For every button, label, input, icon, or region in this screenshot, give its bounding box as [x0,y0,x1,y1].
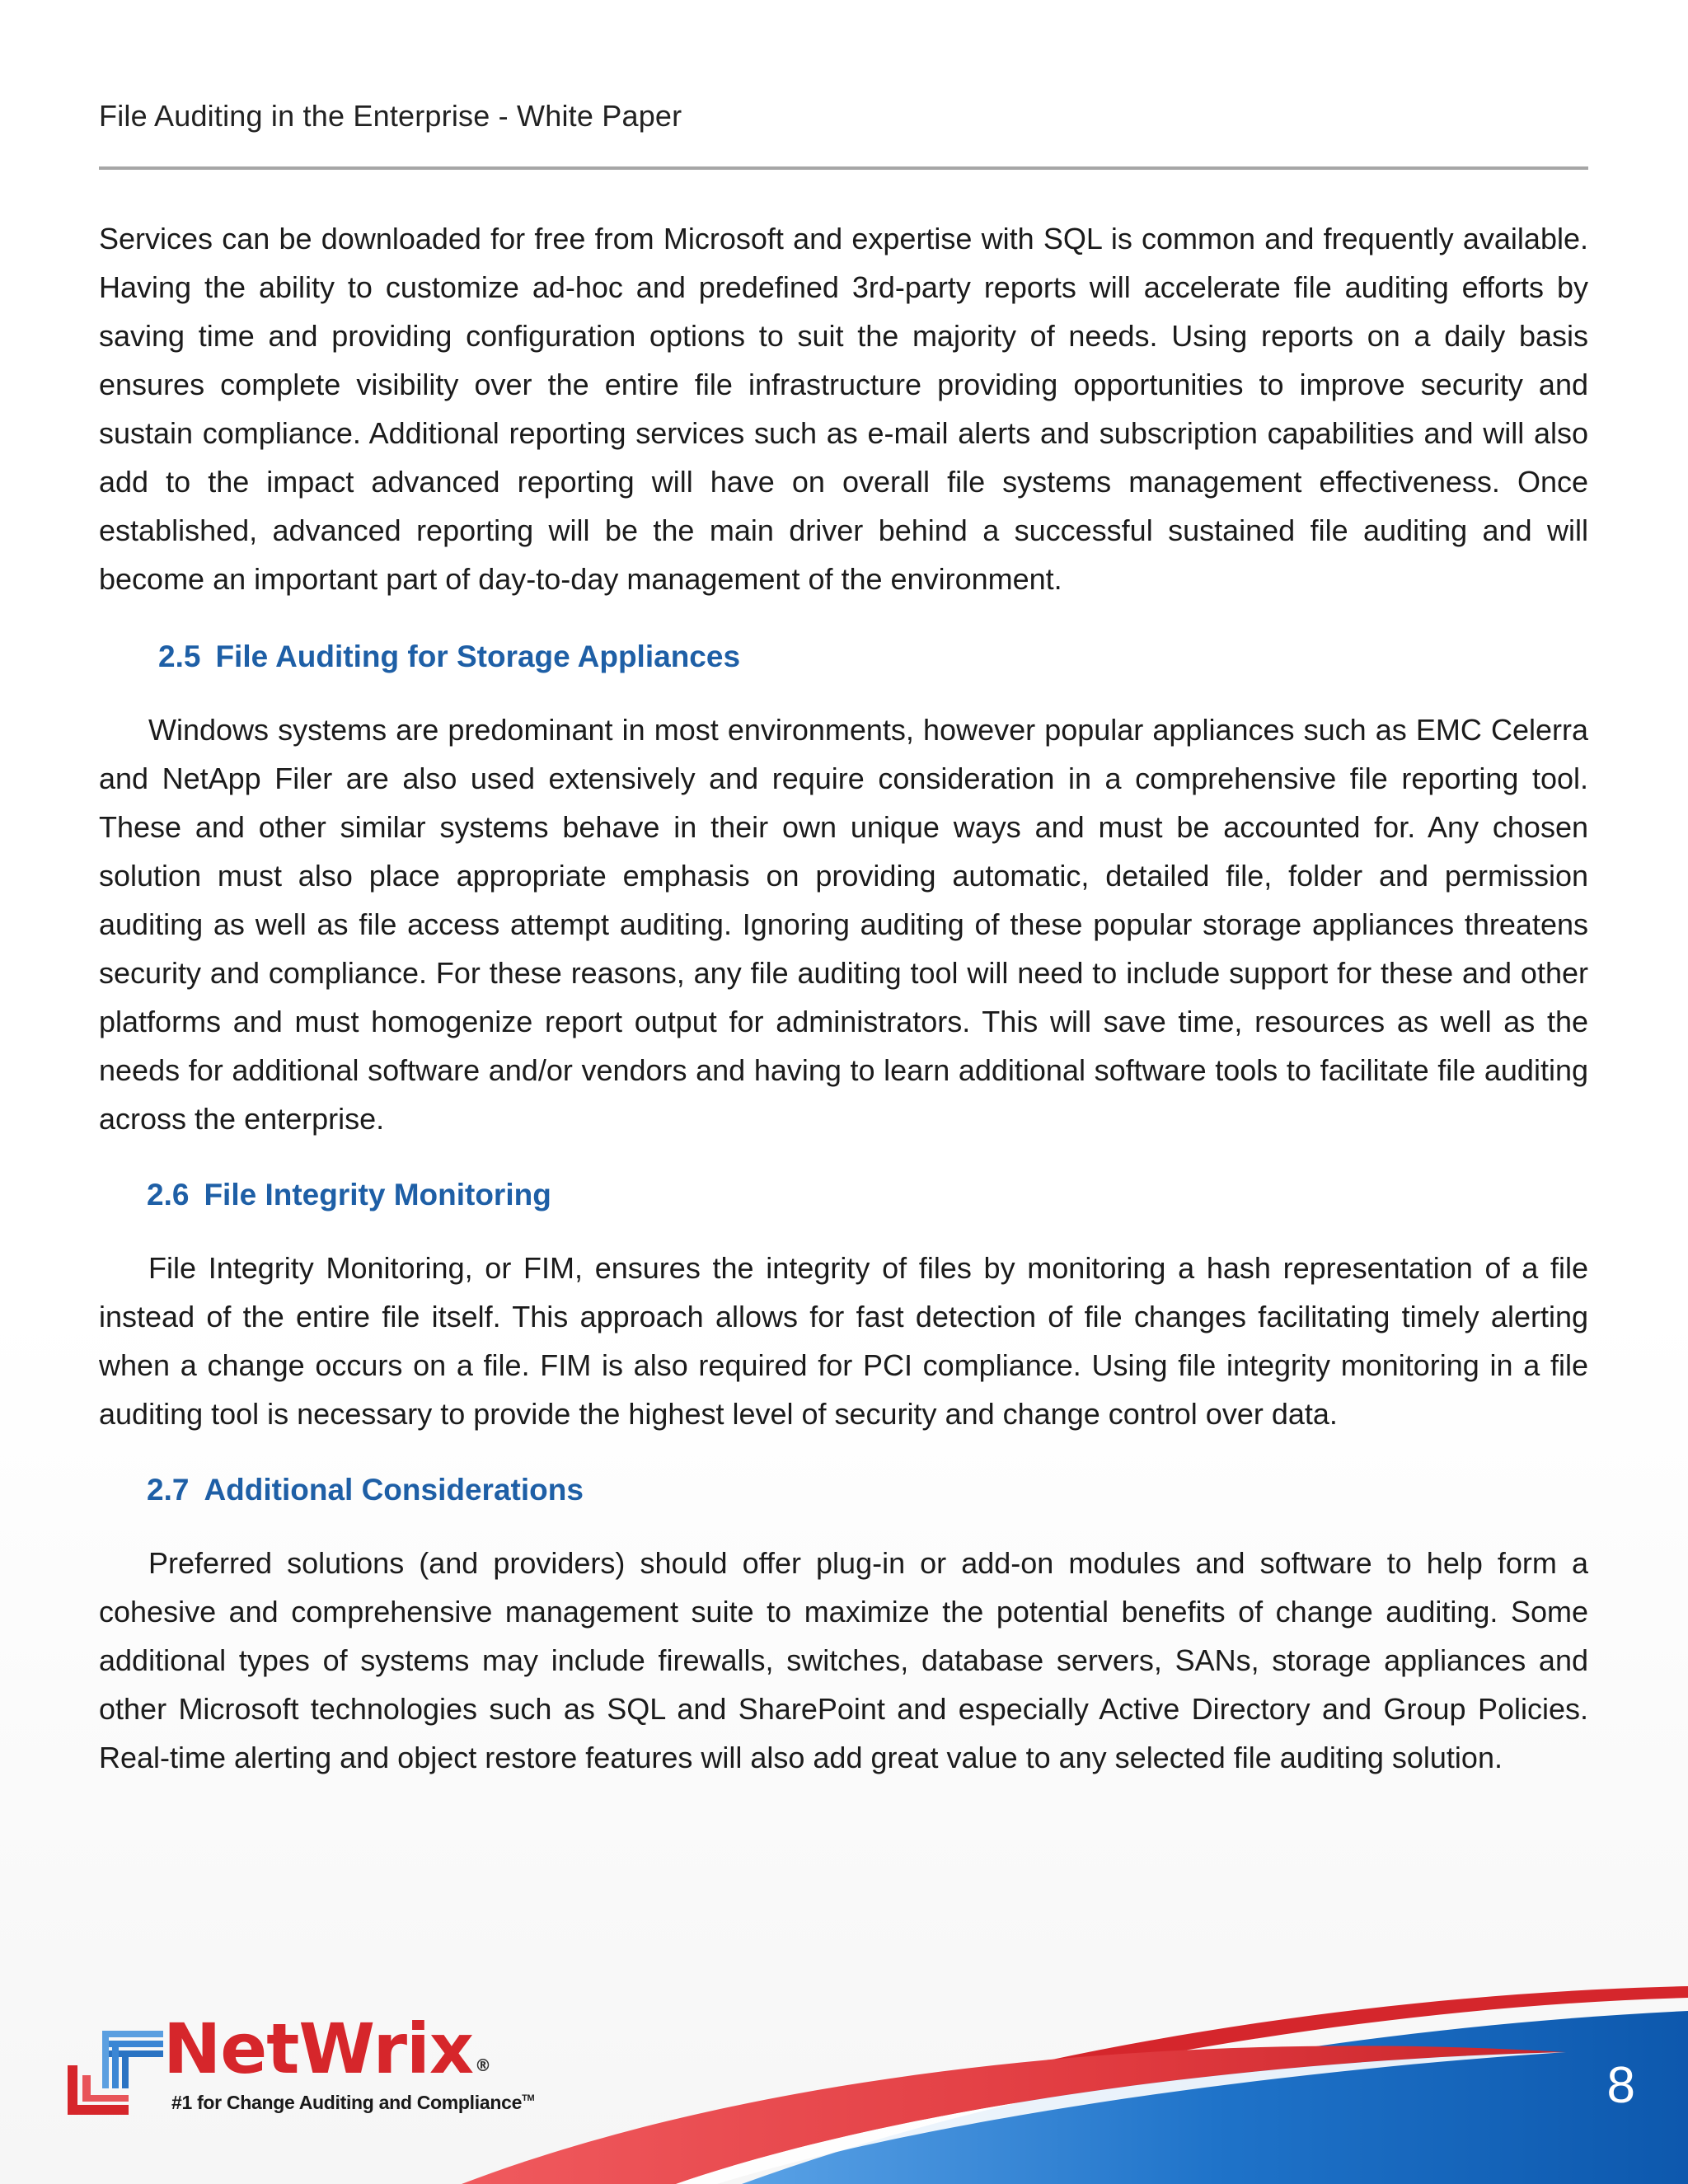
intro-paragraph: Services can be downloaded for free from Microsoft and expertise with SQL is common and frequently available. Having the ability to customize ad-hoc and predefined 3rd-party reports will accelerate file auditing efforts by saving time and providing configuration options to suit the majority of needs. Using reports on a daily basis ensures complete visibility over the entire file infrastructure providing opportunities to improve security and sustain compliance. Additional reporting services such as e-mail alerts and subscription capabilities and will also add to the impact advanced reporting will have on overall file systems management effectiveness. Once established, advanced reporting will be the main driver behind a successful sustained file auditing and will become an important part of day-to-day management of the environment. [99,222,1588,596]
logo-wordmark [163,2008,491,2089]
section-title: File Integrity Monitoring [204,1178,551,1212]
section-heading-2-5 [99,640,1588,674]
page-body [99,214,1588,1782]
page-number: 8 [1606,2057,1635,2114]
trademark-mark: TM [522,2093,535,2103]
section-2-6-paragraph: File Integrity Monitoring, or FIM, ensures the integrity of files by monitoring a hash representation of a file instead of the entire file itself. This approach allows for fast detection of file changes facilitating timely alerting when a change occurs on a file. FIM is also required for PCI compliance. Using file integrity monitoring in a file auditing tool is necessary to provide the highest level of security and change control over data. [99,1251,1588,1431]
running-header-title: File Auditing in the Enterprise - White Paper [99,99,682,133]
netwrix-logo [66,2008,535,2120]
section-2-7-paragraph: Preferred solutions (and providers) should offer plug-in or add-on modules and software to help form a cohesive and comprehensive management suite to maximize the potential benefits of change auditing. Some additional types of systems may include firewalls, switches, database servers, SANs, storage appliances and other Microsoft technologies such as SQL and SharePoint and especially Active Directory and Group Policies. Real-time alerting and object restore features will also add great value to any selected file auditing solution. [99,1546,1588,1774]
section-number: 2.5 [158,640,201,673]
section-number: 2.7 [147,1473,190,1507]
section-heading-2-7 [99,1473,1588,1507]
section-2-5-paragraph: Windows systems are predominant in most environments, however popular appliances such as EMC Celerra and NetApp Filer are also used extensively and require consideration in a comprehensive file reporting tool. These and other similar systems behave in their own unique ways and must be accounted for. Any chosen solution must also place appropriate emphasis on providing automatic, detailed file, folder and permission auditing as well as file access attempt auditing. Ignoring auditing of these popular storage appliances threatens security and compliance. For these reasons, any file auditing tool will need to include support for these and other platforms and must homogenize report output for administrators. This will save time, resources as well as the needs for additional software and/or vendors and having to learn additional software tools to facilitate file auditing across the enterprise. [99,713,1588,1136]
section-title: File Auditing for Storage Appliances [215,640,741,673]
section-number: 2.6 [147,1178,190,1212]
wordmark-text: NetWrix [163,2008,474,2089]
section-title: Additional Considerations [204,1473,584,1507]
logo-mark-icon [66,2027,166,2118]
tagline-text: #1 for Change Auditing and Compliance [171,2092,523,2113]
section-heading-2-6 [99,1178,1588,1212]
logo-tagline [171,2092,534,2114]
header-divider [99,166,1588,170]
registered-mark: ® [475,2055,491,2075]
